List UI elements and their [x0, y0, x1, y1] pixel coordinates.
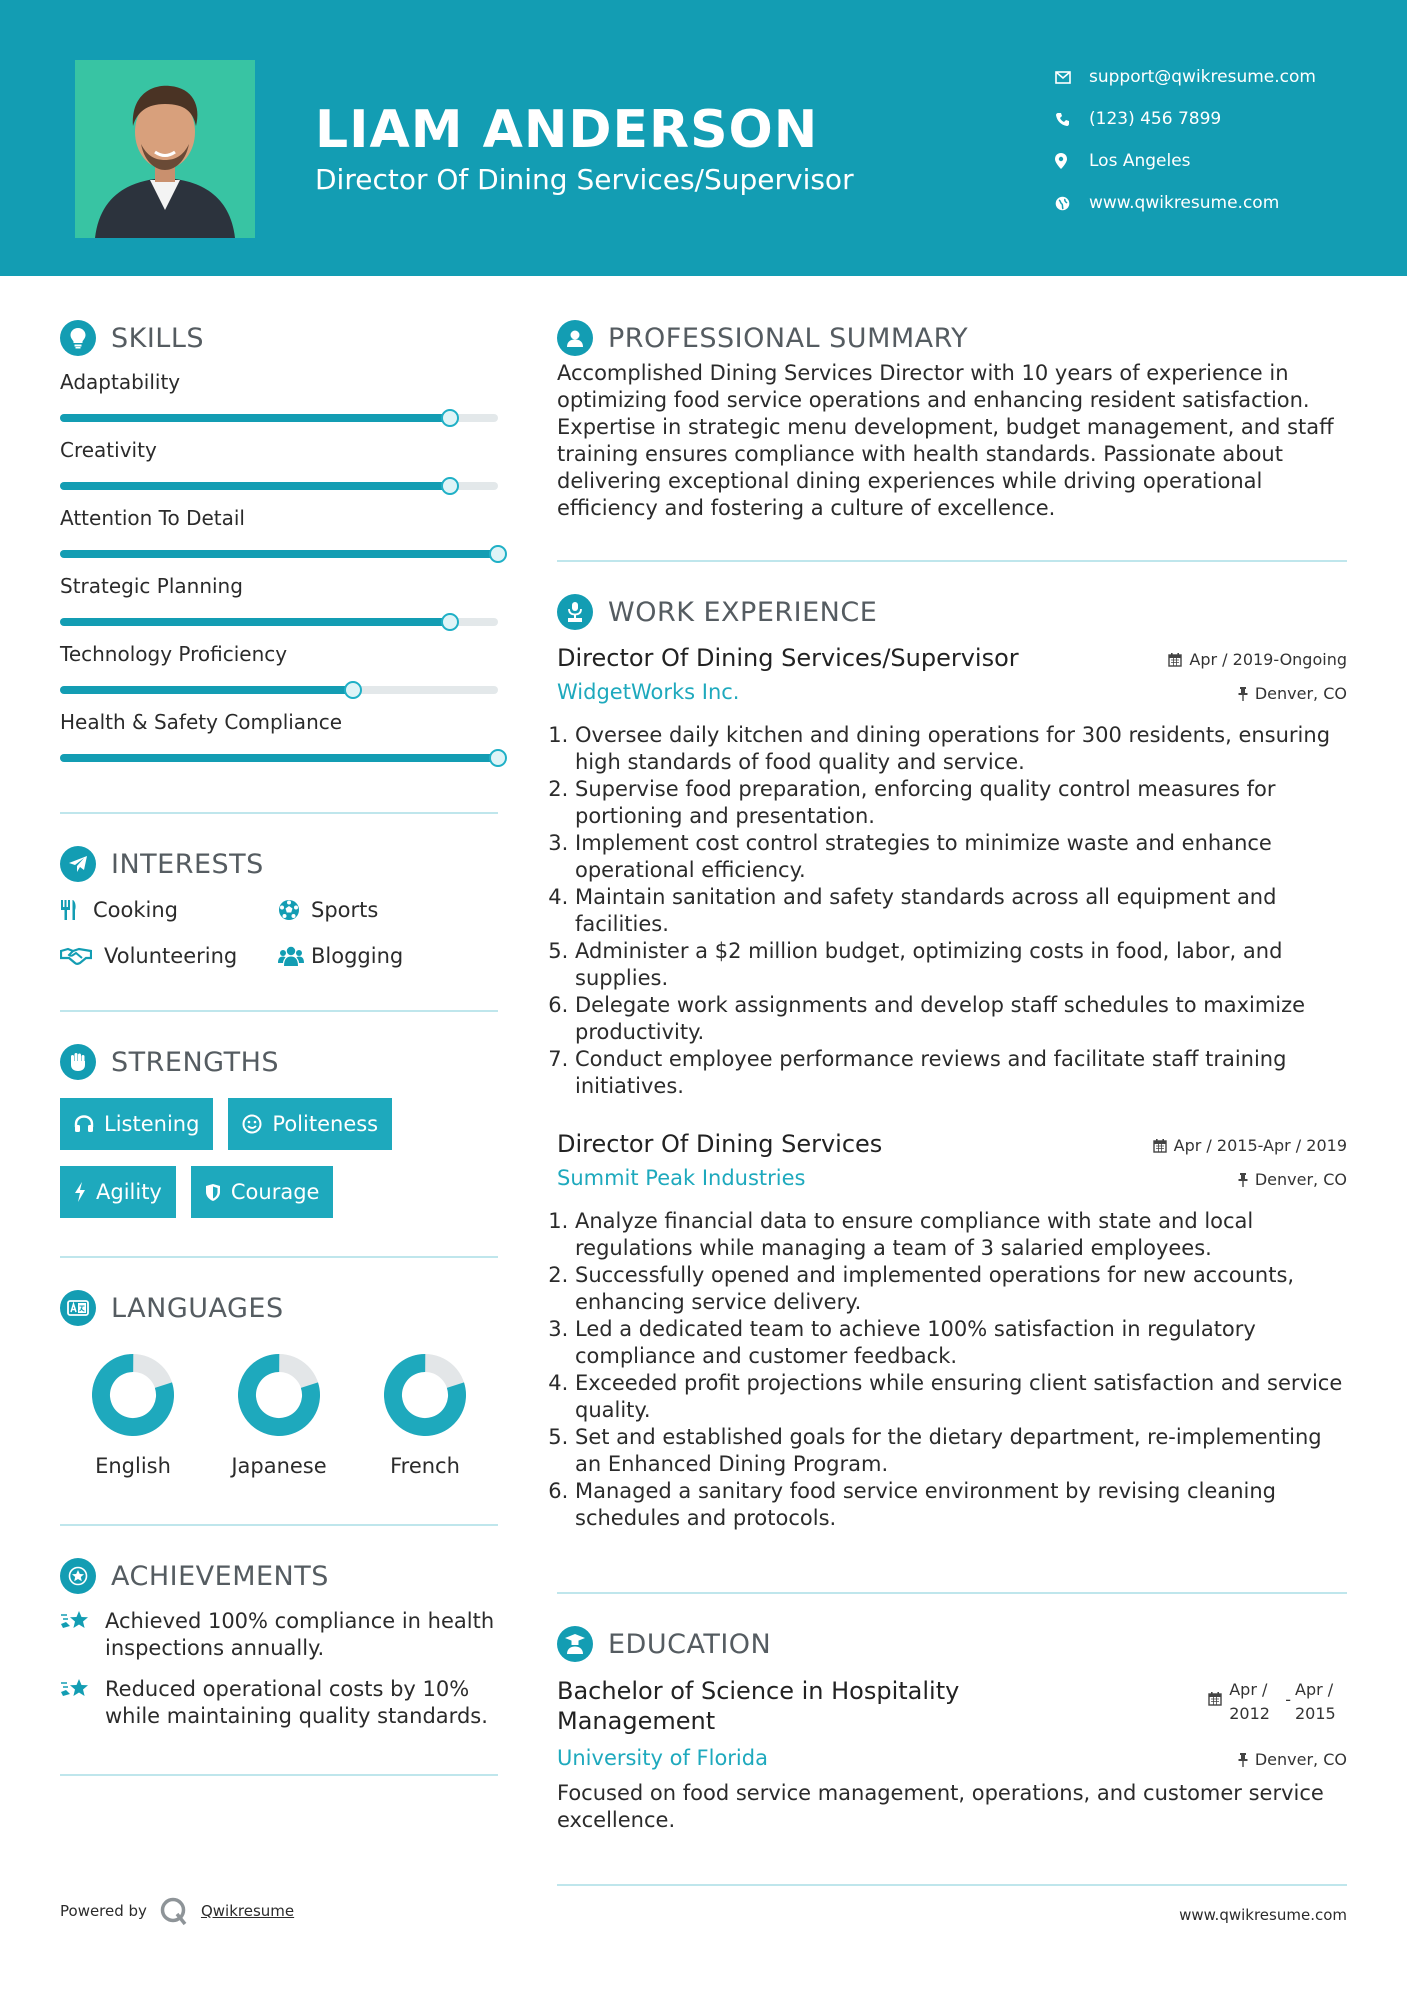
education-header [557, 1676, 1347, 1736]
job-header [557, 1130, 1347, 1158]
user-icon [557, 320, 593, 356]
contact-website[interactable] [1055, 182, 1316, 224]
star-badge-icon [60, 1558, 96, 1594]
job-bullet: 1. Oversee daily kitchen and dining operations for 300 residents, ensuring high standards of food quality and service. [575, 722, 1347, 776]
education-heading [557, 1622, 1347, 1666]
job-company: WidgetWorks Inc. [557, 680, 740, 704]
interest-label: Sports [311, 898, 379, 922]
skills-list [60, 370, 498, 762]
language-icon [60, 1290, 96, 1326]
phone-icon [1055, 112, 1089, 127]
experience-heading [557, 590, 1347, 634]
resume-header [0, 0, 1407, 276]
language-donut [380, 1350, 470, 1440]
language-donut [88, 1350, 178, 1440]
footer-brand-link[interactable]: Qwikresume [200, 1902, 295, 1920]
shield-icon [205, 1183, 221, 1202]
job-bullet: 3. Led a dedicated team to achieve 100% satisfaction in regulatory compliance and customer feedback. [575, 1316, 1347, 1370]
interests-heading [60, 842, 498, 886]
section-divider [557, 560, 1347, 562]
soccer-ball-icon [278, 899, 311, 921]
achievements-heading [60, 1554, 498, 1598]
job-bullet: 5. Set and established goals for the dietary department, re-implementing an Enhanced Dining Program. [575, 1424, 1347, 1478]
job-bullet: 4. Maintain sanitation and safety standards across all equipment and facilities. [575, 884, 1347, 938]
strength-label: Courage [230, 1180, 320, 1204]
section-divider [557, 1592, 1347, 1594]
job-title: Director Of Dining Services/Supervisor [557, 644, 1019, 672]
job-company: Summit Peak Industries [557, 1166, 806, 1190]
experience-title: WORK EXPERIENCE [608, 596, 878, 628]
strength-chip [60, 1166, 176, 1218]
skill-item [60, 438, 498, 490]
pushpin-icon [1238, 1173, 1248, 1187]
bolt-icon [74, 1182, 86, 1202]
envelope-icon [1055, 71, 1089, 84]
right-column [557, 316, 1347, 1886]
achievement-text: Reduced operational costs by 10% while maintaining quality standards. [105, 1677, 488, 1728]
interest-item [60, 942, 278, 970]
language-item [60, 1350, 206, 1478]
strength-label: Listening [104, 1112, 200, 1136]
job-location-text: Denver, CO [1254, 684, 1347, 703]
skills-heading [60, 316, 498, 360]
education-dates [1208, 1678, 1347, 1726]
contact-website-text: www.qwikresume.com [1089, 193, 1280, 213]
podium-icon [557, 594, 593, 630]
job-dates-text: Apr / 2015-Apr / 2019 [1173, 1136, 1347, 1155]
job-dates [1168, 650, 1347, 669]
language-label: Japanese [231, 1454, 327, 1478]
education-degree: Bachelor of Science in Hospitality Management [557, 1677, 960, 1735]
job-location [1238, 684, 1347, 703]
hand-star-icon [60, 1676, 105, 1730]
skill-item [60, 506, 498, 558]
contact-email[interactable] [1055, 56, 1316, 98]
strength-chip [228, 1098, 392, 1150]
pushpin-icon [1238, 687, 1248, 701]
portrait-image [75, 60, 255, 238]
job-bullet: 2. Successfully opened and implemented operations for new accounts, enhancing service delivery. [575, 1262, 1347, 1316]
calendar-icon [1153, 1139, 1167, 1153]
skill-bar-knob [441, 613, 459, 631]
skill-item [60, 642, 498, 694]
strength-chip [60, 1098, 213, 1150]
lightbulb-icon [60, 320, 96, 356]
map-pin-icon [1055, 153, 1089, 169]
education-location [1238, 1750, 1347, 1769]
interest-label: Volunteering [104, 944, 238, 968]
skill-label: Creativity [60, 438, 157, 462]
smile-icon [242, 1114, 262, 1134]
paper-plane-icon [60, 846, 96, 882]
section-divider [60, 812, 498, 814]
interest-item [278, 896, 496, 924]
contact-phone-text: (123) 456 7899 [1089, 109, 1222, 129]
section-divider [60, 1010, 498, 1012]
contact-email-text: support@qwikresume.com [1089, 67, 1316, 87]
languages-heading [60, 1286, 498, 1330]
date-separator: - [1285, 1690, 1291, 1709]
skill-bar [60, 482, 498, 490]
education-end: Apr / 2015 [1295, 1680, 1336, 1723]
footer-website[interactable]: www.qwikresume.com [1179, 1906, 1347, 1924]
skill-bar [60, 686, 498, 694]
skill-bar [60, 754, 498, 762]
powered-by-text: Powered by [60, 1902, 147, 1920]
skill-bar-knob [441, 477, 459, 495]
skill-label: Attention To Detail [60, 506, 245, 530]
footer-powered-by [60, 1896, 294, 1926]
job-entry [557, 1130, 1347, 1532]
skill-label: Technology Proficiency [60, 642, 288, 666]
strengths-heading [60, 1040, 498, 1084]
education-title: EDUCATION [608, 1628, 772, 1660]
handshake-icon [60, 946, 104, 966]
skill-label: Strategic Planning [60, 574, 243, 598]
language-item [352, 1350, 498, 1478]
interest-item [278, 942, 496, 970]
calendar-icon [1208, 1692, 1222, 1706]
job-bullet: 2. Supervise food preparation, enforcing quality control measures for portioning and presentation. [575, 776, 1347, 830]
skill-item [60, 574, 498, 626]
skill-bar-fill [60, 754, 498, 762]
interests-title: INTERESTS [111, 848, 264, 880]
interest-item [60, 896, 278, 924]
profile-photo [75, 60, 255, 238]
skill-bar-fill [60, 686, 353, 694]
section-divider [60, 1774, 498, 1776]
candidate-title: Director Of Dining Services/Supervisor [315, 163, 854, 196]
job-location-text: Denver, CO [1254, 1170, 1347, 1189]
strength-chip [191, 1166, 334, 1218]
education-entry [557, 1676, 1347, 1834]
job-subheader [557, 680, 1347, 704]
job-bullet: 7. Conduct employee performance reviews and facilitate staff training initiatives. [575, 1046, 1347, 1100]
strengths-title: STRENGTHS [111, 1046, 280, 1078]
summary-heading [557, 316, 1347, 360]
languages-title: LANGUAGES [111, 1292, 284, 1324]
headphones-icon [74, 1115, 94, 1133]
skill-bar-fill [60, 414, 450, 422]
language-label: French [390, 1454, 460, 1478]
skill-bar-fill [60, 618, 450, 626]
summary-text: Accomplished Dining Services Director with 10 years of experience in optimizing food service operations and enhancing resident satisfaction. Expertise in strategic menu development, budget management, and staff training ensures compliance with health standards. Passionate about delivering exceptional dining experiences while driving operational efficiency and fostering a culture of excellence. [557, 361, 1334, 520]
skill-bar-knob [489, 545, 507, 563]
section-divider [60, 1256, 498, 1258]
achievement-text: Achieved 100% compliance in health inspections annually. [105, 1609, 495, 1660]
contact-location-text: Los Angeles [1089, 151, 1191, 171]
contact-location [1055, 140, 1316, 182]
languages-list [60, 1350, 498, 1478]
contact-block [1055, 56, 1316, 224]
raised-fist-icon [60, 1044, 96, 1080]
job-subheader [557, 1166, 1347, 1190]
job-title: Director Of Dining Services [557, 1130, 883, 1158]
education-location-text: Denver, CO [1254, 1750, 1347, 1769]
language-label: English [95, 1454, 171, 1478]
education-description: Focused on food service management, operations, and customer service excellence. [557, 1781, 1324, 1832]
job-responsibilities [557, 722, 1347, 1100]
candidate-name: LIAM ANDERSON [315, 100, 819, 160]
strength-label: Politeness [272, 1112, 379, 1136]
skill-label: Health & Safety Compliance [60, 710, 343, 734]
language-donut [234, 1350, 324, 1440]
achievement-item [60, 1608, 498, 1662]
section-divider [60, 1524, 498, 1526]
skill-bar-fill [60, 550, 498, 558]
job-dates-text: Apr / 2019-Ongoing [1189, 650, 1347, 669]
skills-title: SKILLS [111, 322, 205, 354]
language-item [206, 1350, 352, 1478]
job-dates [1153, 1136, 1347, 1155]
left-column [60, 316, 498, 1776]
skill-bar-knob [344, 681, 362, 699]
skill-item [60, 710, 498, 762]
globe-icon [1055, 196, 1089, 211]
job-bullet: 5. Administer a $2 million budget, optimizing costs in food, labor, and supplies. [575, 938, 1347, 992]
job-bullet: 6. Delegate work assignments and develop staff schedules to maximize productivity. [575, 992, 1347, 1046]
education-subheader [557, 1746, 1347, 1770]
skill-bar [60, 618, 498, 626]
interests-list [60, 896, 498, 970]
contact-phone[interactable] [1055, 98, 1316, 140]
calendar-icon [1168, 653, 1182, 667]
job-responsibilities [557, 1208, 1347, 1532]
achievement-item [60, 1676, 498, 1730]
skill-bar-knob [489, 749, 507, 767]
job-bullet: 4. Exceeded profit projections while ensuring client satisfaction and service quality. [575, 1370, 1347, 1424]
section-divider [557, 1884, 1347, 1886]
qwikresume-logo-icon [159, 1896, 189, 1926]
users-icon [278, 946, 311, 966]
skill-bar-fill [60, 482, 450, 490]
pushpin-icon [1238, 1753, 1248, 1767]
interest-label: Blogging [311, 944, 404, 968]
skill-bar [60, 550, 498, 558]
education-school: University of Florida [557, 1746, 768, 1770]
job-bullet: 1. Analyze financial data to ensure compliance with state and local regulations while managing a team of 3 salaried employees. [575, 1208, 1347, 1262]
job-entry [557, 644, 1347, 1100]
skill-bar-knob [441, 409, 459, 427]
strengths-list [60, 1098, 410, 1218]
graduate-icon [557, 1626, 593, 1662]
skill-item [60, 370, 498, 422]
utensils-icon [60, 899, 93, 921]
strength-label: Agility [96, 1180, 162, 1204]
summary-title: PROFESSIONAL SUMMARY [608, 322, 969, 354]
education-start: Apr / 2012 [1229, 1680, 1270, 1723]
skill-bar [60, 414, 498, 422]
job-bullet: 3. Implement cost control strategies to minimize waste and enhance operational efficiency. [575, 830, 1347, 884]
achievements-title: ACHIEVEMENTS [111, 1560, 329, 1592]
job-header [557, 644, 1347, 672]
job-location [1238, 1170, 1347, 1189]
job-bullet: 6. Managed a sanitary food service environment by revising cleaning schedules and protocols. [575, 1478, 1347, 1532]
skill-label: Adaptability [60, 370, 181, 394]
interest-label: Cooking [93, 898, 178, 922]
hand-star-icon [60, 1608, 105, 1662]
